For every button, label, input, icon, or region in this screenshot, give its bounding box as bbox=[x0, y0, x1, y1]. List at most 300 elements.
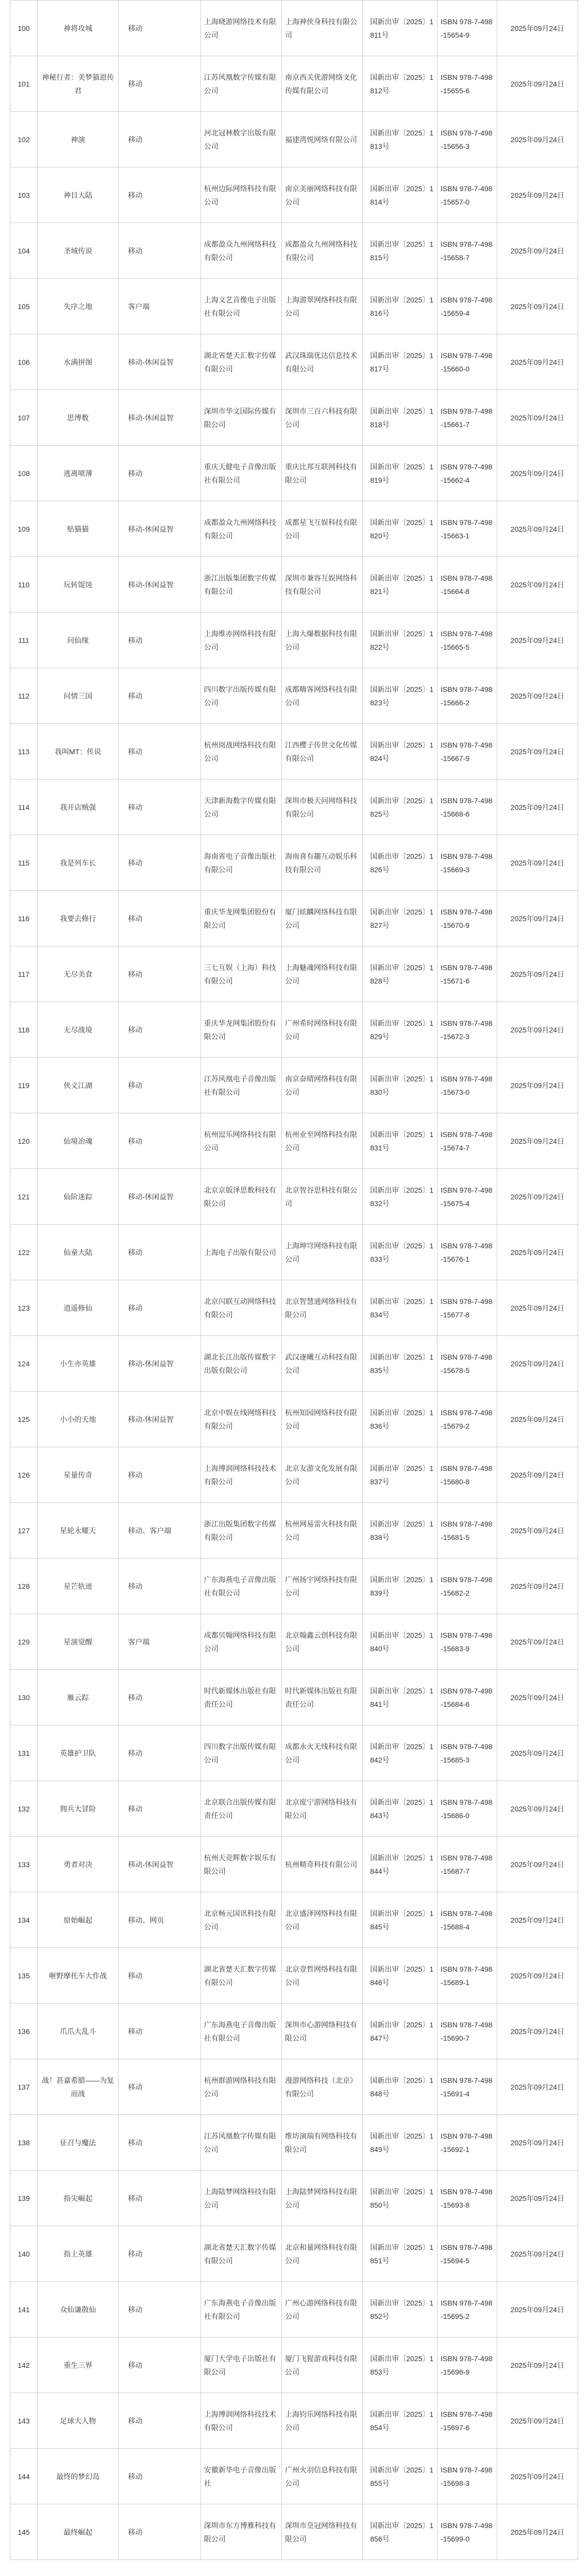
table-row bbox=[10, 1447, 578, 1503]
game-name: 我要去修行 bbox=[38, 891, 119, 946]
isbn-number: ISBN 978-7-498-15682-2 bbox=[438, 1558, 497, 1614]
approval-number: 国新出审〔2025〕1814号 bbox=[363, 167, 438, 223]
publisher-name: 上海陆梦网络科技有限公司 bbox=[200, 2171, 281, 2226]
game-name: 仙境冶魂 bbox=[38, 1113, 119, 1169]
game-category: 移动 bbox=[119, 1725, 200, 1781]
game-category: 移动 bbox=[119, 835, 200, 891]
game-category: 移动 bbox=[119, 1670, 200, 1725]
row-number: 142 bbox=[10, 2337, 38, 2393]
approval-number: 国新出审〔2025〕1850号 bbox=[363, 2171, 438, 2226]
table-row bbox=[10, 2504, 578, 2560]
game-category: 移动-休闲益智 bbox=[119, 390, 200, 446]
publisher-name: 上海博润网络科技技术有限公司 bbox=[200, 1447, 281, 1503]
publisher-name: 杭州群游网络科技有限公司 bbox=[200, 2059, 281, 2115]
isbn-number: ISBN 978-7-498-15669-3 bbox=[438, 835, 497, 891]
game-category: 客户端 bbox=[119, 279, 200, 334]
isbn-number: ISBN 978-7-498-15672-3 bbox=[438, 1002, 497, 1058]
row-number: 103 bbox=[10, 167, 38, 223]
approval-date: 2025年09月24日 bbox=[497, 446, 578, 501]
approval-number: 国新出审〔2025〕1849号 bbox=[363, 2115, 438, 2171]
row-number: 119 bbox=[10, 1058, 38, 1113]
operator-name: 北京废宁游网络科技有限公司 bbox=[282, 1781, 363, 1837]
table-row bbox=[10, 1336, 578, 1392]
operator-name: 江西樱子传世文化传媒有限公司 bbox=[282, 724, 363, 779]
game-category: 移动-休闲益智 bbox=[119, 1169, 200, 1225]
approval-table bbox=[10, 0, 578, 2560]
table-row bbox=[10, 1280, 578, 1336]
approval-date: 2025年09月24日 bbox=[497, 835, 578, 891]
approval-date: 2025年09月24日 bbox=[497, 1225, 578, 1280]
isbn-number: ISBN 978-7-498-15665-5 bbox=[438, 613, 497, 668]
row-number: 132 bbox=[10, 1781, 38, 1837]
isbn-number: ISBN 978-7-498-15671-6 bbox=[438, 946, 497, 1002]
isbn-number: ISBN 978-7-498-15687-7 bbox=[438, 1837, 497, 1892]
approval-date: 2025年09月24日 bbox=[497, 334, 578, 390]
game-name: 我是列车长 bbox=[38, 835, 119, 891]
game-category: 移动 bbox=[119, 2337, 200, 2393]
game-name: 逍遥修仙 bbox=[38, 1280, 119, 1336]
isbn-number: ISBN 978-7-498-15674-7 bbox=[438, 1113, 497, 1169]
table-row bbox=[10, 1503, 578, 1558]
publisher-name: 杭州边际网络科技有限公司 bbox=[200, 167, 281, 223]
isbn-number: ISBN 978-7-498-15667-9 bbox=[438, 724, 497, 779]
publisher-name: 江苏风凰数字传媒有限公司 bbox=[200, 2115, 281, 2171]
game-category: 移动-休闲益智 bbox=[119, 1392, 200, 1447]
isbn-number: ISBN 978-7-498-15657-0 bbox=[438, 167, 497, 223]
isbn-number: ISBN 978-7-498-15699-0 bbox=[438, 2504, 497, 2560]
operator-name: 南京西关优游网络文化传媒有限公司 bbox=[282, 56, 363, 112]
game-category: 移动 bbox=[119, 779, 200, 835]
table-row bbox=[10, 891, 578, 946]
publisher-name: 北京畅元国讯科技有限公司 bbox=[200, 1892, 281, 1948]
publisher-name: 江苏风凰数字传媒有限公司 bbox=[200, 56, 281, 112]
approval-date: 2025年09月24日 bbox=[497, 724, 578, 779]
row-number: 131 bbox=[10, 1725, 38, 1781]
game-name: 雁云踪 bbox=[38, 1670, 119, 1725]
game-category: 移动-休闲益智 bbox=[119, 1336, 200, 1392]
game-name: 最终崛起 bbox=[38, 2504, 119, 2560]
table-row bbox=[10, 279, 578, 334]
table-row bbox=[10, 613, 578, 668]
isbn-number: ISBN 978-7-498-15680-8 bbox=[438, 1447, 497, 1503]
operator-name: 杭州业至网络科技有限公司 bbox=[282, 1113, 363, 1169]
approval-number: 国新出审〔2025〕1816号 bbox=[363, 279, 438, 334]
publisher-name: 浙江出版集团数字传媒有限公司 bbox=[200, 557, 281, 613]
row-number: 118 bbox=[10, 1002, 38, 1058]
row-number: 110 bbox=[10, 557, 38, 613]
game-name: 勇者对决 bbox=[38, 1837, 119, 1892]
game-name: 小小的天地 bbox=[38, 1392, 119, 1447]
approval-number: 国新出审〔2025〕1840号 bbox=[363, 1614, 438, 1670]
approval-number: 国新出审〔2025〕1851号 bbox=[363, 2226, 438, 2282]
publisher-name: 北京闪联互动网络科技有限公司 bbox=[200, 1280, 281, 1336]
game-name: 足球大人物 bbox=[38, 2393, 119, 2449]
row-number: 123 bbox=[10, 1280, 38, 1336]
game-name: 无尽美食 bbox=[38, 946, 119, 1002]
approval-number: 国新出审〔2025〕1855号 bbox=[363, 2449, 438, 2504]
game-name: 神目大陆 bbox=[38, 167, 119, 223]
row-number: 108 bbox=[10, 446, 38, 501]
game-name: 星量传奇 bbox=[38, 1447, 119, 1503]
operator-name: 杭州精奇科技有限公司 bbox=[282, 1837, 363, 1892]
operator-name: 北京友游文化发展有限公司 bbox=[282, 1447, 363, 1503]
table-row bbox=[10, 1948, 578, 2004]
row-number: 139 bbox=[10, 2171, 38, 2226]
table-row bbox=[10, 2282, 578, 2337]
game-category: 移动-休闲益智 bbox=[119, 557, 200, 613]
publisher-name: 四川数字出版传媒有限公司 bbox=[200, 1725, 281, 1781]
game-category: 移动 bbox=[119, 112, 200, 167]
isbn-number: ISBN 978-7-498-15661-7 bbox=[438, 390, 497, 446]
row-number: 136 bbox=[10, 2004, 38, 2059]
approval-date: 2025年09月24日 bbox=[497, 613, 578, 668]
row-number: 122 bbox=[10, 1225, 38, 1280]
approval-date: 2025年09月24日 bbox=[497, 1, 578, 56]
publisher-name: 上海博润网络科技技术有限公司 bbox=[200, 2393, 281, 2449]
operator-name: 成都嗨客网络科技有限公司 bbox=[282, 668, 363, 724]
approval-date: 2025年09月24日 bbox=[497, 112, 578, 167]
approval-number: 国新出审〔2025〕1820号 bbox=[363, 501, 438, 557]
approval-date: 2025年09月24日 bbox=[497, 891, 578, 946]
isbn-number: ISBN 978-7-498-15698-3 bbox=[438, 2449, 497, 2504]
row-number: 144 bbox=[10, 2449, 38, 2504]
game-name: 神演 bbox=[38, 112, 119, 167]
isbn-number: ISBN 978-7-498-15679-2 bbox=[438, 1392, 497, 1447]
operator-name: 上海魅魂网络科技有限公司 bbox=[282, 946, 363, 1002]
row-number: 137 bbox=[10, 2059, 38, 2115]
game-category: 移动 bbox=[119, 223, 200, 279]
approval-date: 2025年09月24日 bbox=[497, 2337, 578, 2393]
game-name: 侠义江湖 bbox=[38, 1058, 119, 1113]
row-number: 109 bbox=[10, 501, 38, 557]
game-category: 移动 bbox=[119, 1280, 200, 1336]
operator-name: 北京壹哲网络科技有限公司 bbox=[282, 1948, 363, 2004]
game-name: 佣兵大冒险 bbox=[38, 1781, 119, 1837]
approval-date: 2025年09月24日 bbox=[497, 1558, 578, 1614]
operator-name: 漫游网络科技（北京）有限公司 bbox=[282, 2059, 363, 2115]
table-row bbox=[10, 2171, 578, 2226]
publisher-name: 北京中娱在线网络科技有限公司 bbox=[200, 1392, 281, 1447]
approval-number: 国新出审〔2025〕1839号 bbox=[363, 1558, 438, 1614]
approval-date: 2025年09月24日 bbox=[497, 2115, 578, 2171]
approval-date: 2025年09月24日 bbox=[497, 1614, 578, 1670]
operator-name: 福建湾悦网络有限公司 bbox=[282, 112, 363, 167]
approval-date: 2025年09月24日 bbox=[497, 390, 578, 446]
publisher-name: 上海文艺音像电子出版社有限公司 bbox=[200, 279, 281, 334]
approval-number: 国新出审〔2025〕1848号 bbox=[363, 2059, 438, 2115]
row-number: 113 bbox=[10, 724, 38, 779]
publisher-name: 湖北省楚天汇数字传媒有限公司 bbox=[200, 2226, 281, 2282]
isbn-number: ISBN 978-7-498-15654-9 bbox=[438, 1, 497, 56]
approval-number: 国新出审〔2025〕1827号 bbox=[363, 891, 438, 946]
publisher-name: 深圳市东方博雅科技有限公司 bbox=[200, 2504, 281, 2560]
approval-number: 国新出审〔2025〕1811号 bbox=[363, 1, 438, 56]
row-number: 111 bbox=[10, 613, 38, 668]
game-category: 移动-休闲益智 bbox=[119, 334, 200, 390]
approval-number: 国新出审〔2025〕1828号 bbox=[363, 946, 438, 1002]
row-number: 124 bbox=[10, 1336, 38, 1392]
game-category: 移动 bbox=[119, 1, 200, 56]
isbn-number: ISBN 978-7-498-15692-1 bbox=[438, 2115, 497, 2171]
approval-number: 国新出审〔2025〕1831号 bbox=[363, 1113, 438, 1169]
operator-name: 厦门飞猩游戏科技有限公司 bbox=[282, 2337, 363, 2393]
table-row bbox=[10, 2449, 578, 2504]
publisher-name: 浙江出版集团数字传媒有限公司 bbox=[200, 1503, 281, 1558]
game-category: 移动 bbox=[119, 2282, 200, 2337]
table-row bbox=[10, 1169, 578, 1225]
approval-number: 国新出审〔2025〕1836号 bbox=[363, 1392, 438, 1447]
approval-date: 2025年09月24日 bbox=[497, 2059, 578, 2115]
approval-number: 国新出审〔2025〕1844号 bbox=[363, 1837, 438, 1892]
publisher-name: 厦门大学电子出版社有限公司 bbox=[200, 2337, 281, 2393]
row-number: 140 bbox=[10, 2226, 38, 2282]
game-category: 移动 bbox=[119, 2449, 200, 2504]
approval-number: 国新出审〔2025〕1852号 bbox=[363, 2282, 438, 2337]
isbn-number: ISBN 978-7-498-15684-6 bbox=[438, 1670, 497, 1725]
game-name: 我叫MT：传说 bbox=[38, 724, 119, 779]
operator-name: 上海大爆数据科技有限公司 bbox=[282, 613, 363, 668]
row-number: 105 bbox=[10, 279, 38, 334]
game-category: 移动 bbox=[119, 1225, 200, 1280]
publisher-name: 广东海燕电子音像出版社有限公司 bbox=[200, 1558, 281, 1614]
approval-date: 2025年09月24日 bbox=[497, 1725, 578, 1781]
approval-date: 2025年09月24日 bbox=[497, 2504, 578, 2560]
row-number: 133 bbox=[10, 1837, 38, 1892]
operator-name: 成都永火无线科技有限公司 bbox=[282, 1725, 363, 1781]
row-number: 116 bbox=[10, 891, 38, 946]
approval-number: 国新出审〔2025〕1847号 bbox=[363, 2004, 438, 2059]
isbn-number: ISBN 978-7-498-15666-2 bbox=[438, 668, 497, 724]
publisher-name: 成都贝翰网络科技有限公司 bbox=[200, 1614, 281, 1670]
approval-date: 2025年09月24日 bbox=[497, 1670, 578, 1725]
row-number: 115 bbox=[10, 835, 38, 891]
game-category: 移动 bbox=[119, 2393, 200, 2449]
approval-number: 国新出审〔2025〕1841号 bbox=[363, 1670, 438, 1725]
isbn-number: ISBN 978-7-498-15688-4 bbox=[438, 1892, 497, 1948]
operator-name: 海南喜有趣互动娱乐科技有限公司 bbox=[282, 835, 363, 891]
table-row bbox=[10, 112, 578, 167]
game-category: 移动-休闲益智 bbox=[119, 501, 200, 557]
game-category: 移动、客户端 bbox=[119, 1503, 200, 1558]
table-row bbox=[10, 501, 578, 557]
isbn-number: ISBN 978-7-498-15655-6 bbox=[438, 56, 497, 112]
game-category: 移动 bbox=[119, 56, 200, 112]
publisher-name: 江苏风凰电子音像出版社有限公司 bbox=[200, 1058, 281, 1113]
game-category: 移动 bbox=[119, 1558, 200, 1614]
approval-number: 国新出审〔2025〕1856号 bbox=[363, 2504, 438, 2560]
game-name: 星演觉醒 bbox=[38, 1614, 119, 1670]
game-category: 移动 bbox=[119, 1002, 200, 1058]
table-row bbox=[10, 167, 578, 223]
row-number: 100 bbox=[10, 1, 38, 56]
publisher-name: 湖北省楚天汇数字传媒有限公司 bbox=[200, 334, 281, 390]
approval-date: 2025年09月24日 bbox=[497, 1280, 578, 1336]
isbn-number: ISBN 978-7-498-15660-0 bbox=[438, 334, 497, 390]
approval-number: 国新出审〔2025〕1813号 bbox=[363, 112, 438, 167]
game-category: 移动、网页 bbox=[119, 1892, 200, 1948]
row-number: 104 bbox=[10, 223, 38, 279]
approval-date: 2025年09月24日 bbox=[497, 1392, 578, 1447]
game-category: 移动 bbox=[119, 724, 200, 779]
approval-date: 2025年09月24日 bbox=[497, 2393, 578, 2449]
publisher-name: 杭州逗乐网络科技有限公司 bbox=[200, 1113, 281, 1169]
table-body bbox=[10, 1, 578, 2560]
game-name: 贴猫猫 bbox=[38, 501, 119, 557]
publisher-name: 四川数字出版传媒有限公司 bbox=[200, 668, 281, 724]
row-number: 127 bbox=[10, 1503, 38, 1558]
game-name: 神秘行者：美梦猫恩传君 bbox=[38, 56, 119, 112]
approval-number: 国新出审〔2025〕1837号 bbox=[363, 1447, 438, 1503]
approval-number: 国新出审〔2025〕1853号 bbox=[363, 2337, 438, 2393]
publisher-name: 上海电子出版有限公司 bbox=[200, 1225, 281, 1280]
isbn-number: ISBN 978-7-498-15691-4 bbox=[438, 2059, 497, 2115]
approval-number: 国新出审〔2025〕1838号 bbox=[363, 1503, 438, 1558]
table-row bbox=[10, 390, 578, 446]
isbn-number: ISBN 978-7-498-15690-7 bbox=[438, 2004, 497, 2059]
game-name: 星轮永耀天 bbox=[38, 1503, 119, 1558]
table-row bbox=[10, 835, 578, 891]
approval-date: 2025年09月24日 bbox=[497, 1336, 578, 1392]
publisher-name: 河北冠林数字出版有限公司 bbox=[200, 112, 281, 167]
row-number: 117 bbox=[10, 946, 38, 1002]
isbn-number: ISBN 978-7-498-15663-1 bbox=[438, 501, 497, 557]
isbn-number: ISBN 978-7-498-15670-9 bbox=[438, 891, 497, 946]
publisher-name: 重庆天健电子音像出版社有限公司 bbox=[200, 446, 281, 501]
operator-name: 广州希时网络科技有限公司 bbox=[282, 1002, 363, 1058]
approval-date: 2025年09月24日 bbox=[497, 1948, 578, 2004]
isbn-number: ISBN 978-7-498-15659-4 bbox=[438, 279, 497, 334]
operator-name: 广州心游网络科技有限公司 bbox=[282, 2282, 363, 2337]
game-name: 咂野摩托车大作战 bbox=[38, 1948, 119, 2004]
game-name: 战！甚嘉希腊——为复而战 bbox=[38, 2059, 119, 2115]
table-row bbox=[10, 779, 578, 835]
row-number: 138 bbox=[10, 2115, 38, 2171]
row-number: 141 bbox=[10, 2282, 38, 2337]
game-name: 小生亦英雄 bbox=[38, 1336, 119, 1392]
game-category: 客户端 bbox=[119, 1614, 200, 1670]
operator-name: 成都盈众九州网络科技有限公司 bbox=[282, 223, 363, 279]
table-row bbox=[10, 2059, 578, 2115]
operator-name: 南京奋晴网络科技有限公司 bbox=[282, 1058, 363, 1113]
approval-date: 2025年09月24日 bbox=[497, 2004, 578, 2059]
approval-date: 2025年09月24日 bbox=[497, 946, 578, 1002]
publisher-name: 广东海燕电子音像出版社有限公司 bbox=[200, 2004, 281, 2059]
game-name: 最终的梦幻岛 bbox=[38, 2449, 119, 2504]
game-category: 移动 bbox=[119, 891, 200, 946]
operator-name: 上海陆梦网络科技有限公司 bbox=[282, 2171, 363, 2226]
approval-number: 国新出审〔2025〕1821号 bbox=[363, 557, 438, 613]
operator-name: 武汉逐曦互动科技有限公司 bbox=[282, 1336, 363, 1392]
approval-date: 2025年09月24日 bbox=[497, 1113, 578, 1169]
approval-number: 国新出审〔2025〕1818号 bbox=[363, 390, 438, 446]
game-name: 英雄护卫队 bbox=[38, 1725, 119, 1781]
isbn-number: ISBN 978-7-498-15656-3 bbox=[438, 112, 497, 167]
approval-date: 2025年09月24日 bbox=[497, 2226, 578, 2282]
approval-date: 2025年09月24日 bbox=[497, 1892, 578, 1948]
operator-name: 上海钧乐网络科技有限公司 bbox=[282, 2393, 363, 2449]
isbn-number: ISBN 978-7-498-15662-4 bbox=[438, 446, 497, 501]
approval-date: 2025年09月24日 bbox=[497, 2449, 578, 2504]
publisher-name: 杭州天竞辉数字娱乐有限公司 bbox=[200, 1837, 281, 1892]
publisher-name: 上海维赤网络科技有限公司 bbox=[200, 613, 281, 668]
approval-date: 2025年09月24日 bbox=[497, 1837, 578, 1892]
game-category: 移动 bbox=[119, 668, 200, 724]
approval-date: 2025年09月24日 bbox=[497, 1002, 578, 1058]
publisher-name: 重庆华龙网集团股份有限公司 bbox=[200, 891, 281, 946]
publisher-name: 广东海燕电子音像出版社有限公司 bbox=[200, 2282, 281, 2337]
game-category: 移动 bbox=[119, 2226, 200, 2282]
publisher-name: 北京京版泽思数科技有限公司 bbox=[200, 1169, 281, 1225]
approval-date: 2025年09月24日 bbox=[497, 1503, 578, 1558]
row-number: 135 bbox=[10, 1948, 38, 2004]
operator-name: 广州扬宇网络科技有限公司 bbox=[282, 1558, 363, 1614]
operator-name: 时代新媒体出版社有限责任公司 bbox=[282, 1670, 363, 1725]
approval-date: 2025年09月24日 bbox=[497, 1169, 578, 1225]
row-number: 130 bbox=[10, 1670, 38, 1725]
approval-number: 国新出审〔2025〕1854号 bbox=[363, 2393, 438, 2449]
game-name: 思博数 bbox=[38, 390, 119, 446]
publisher-name: 上海晓游网络技术有限公司 bbox=[200, 1, 281, 56]
approval-number: 国新出审〔2025〕1842号 bbox=[363, 1725, 438, 1781]
operator-name: 北京智谷思科技有限公司 bbox=[282, 1169, 363, 1225]
isbn-number: ISBN 978-7-498-15676-1 bbox=[438, 1225, 497, 1280]
approval-number: 国新出审〔2025〕1815号 bbox=[363, 223, 438, 279]
approval-number: 国新出审〔2025〕1835号 bbox=[363, 1336, 438, 1392]
publisher-name: 时代新媒体出版社有限责任公司 bbox=[200, 1670, 281, 1725]
game-category: 移动 bbox=[119, 167, 200, 223]
game-category: 移动 bbox=[119, 446, 200, 501]
row-number: 120 bbox=[10, 1113, 38, 1169]
game-name: 圣域传说 bbox=[38, 223, 119, 279]
approval-number: 国新出审〔2025〕1829号 bbox=[363, 1002, 438, 1058]
game-name: 水满拼图 bbox=[38, 334, 119, 390]
game-category: 移动 bbox=[119, 613, 200, 668]
table-row bbox=[10, 557, 578, 613]
publisher-name: 天津新海数字传媒有限公司 bbox=[200, 779, 281, 835]
approval-date: 2025年09月24日 bbox=[497, 2282, 578, 2337]
publisher-name: 深圳市华文国际传媒有限公司 bbox=[200, 390, 281, 446]
operator-name: 北京翰鑫云创科技有限公司 bbox=[282, 1614, 363, 1670]
table-row bbox=[10, 1113, 578, 1169]
approval-number: 国新出审〔2025〕1834号 bbox=[363, 1280, 438, 1336]
isbn-number: ISBN 978-7-498-15678-5 bbox=[438, 1336, 497, 1392]
approval-date: 2025年09月24日 bbox=[497, 56, 578, 112]
table-row bbox=[10, 724, 578, 779]
operator-name: 上海神侠身科技有限公司 bbox=[282, 1, 363, 56]
game-category: 移动 bbox=[119, 2115, 200, 2171]
row-number: 101 bbox=[10, 56, 38, 112]
operator-name: 重庆比邦互联网科技有限公司 bbox=[282, 446, 363, 501]
isbn-number: ISBN 978-7-498-15683-9 bbox=[438, 1614, 497, 1670]
game-name: 原始崛起 bbox=[38, 1892, 119, 1948]
row-number: 126 bbox=[10, 1447, 38, 1503]
table-row bbox=[10, 1058, 578, 1113]
isbn-number: ISBN 978-7-498-15693-8 bbox=[438, 2171, 497, 2226]
operator-name: 北京和量网络科技有限公司 bbox=[282, 2226, 363, 2282]
row-number: 143 bbox=[10, 2393, 38, 2449]
game-category: 移动 bbox=[119, 1113, 200, 1169]
game-category: 移动 bbox=[119, 2171, 200, 2226]
game-category: 移动 bbox=[119, 2004, 200, 2059]
approval-number: 国新出审〔2025〕1826号 bbox=[363, 835, 438, 891]
publisher-name: 杭州阅战网络科技有限公司 bbox=[200, 724, 281, 779]
row-number: 114 bbox=[10, 779, 38, 835]
approval-date: 2025年09月24日 bbox=[497, 1781, 578, 1837]
approval-number: 国新出审〔2025〕1812号 bbox=[363, 56, 438, 112]
game-name: 失序之地 bbox=[38, 279, 119, 334]
approval-date: 2025年09月24日 bbox=[497, 779, 578, 835]
publisher-name: 安徽新华电子音像出版社 bbox=[200, 2449, 281, 2504]
